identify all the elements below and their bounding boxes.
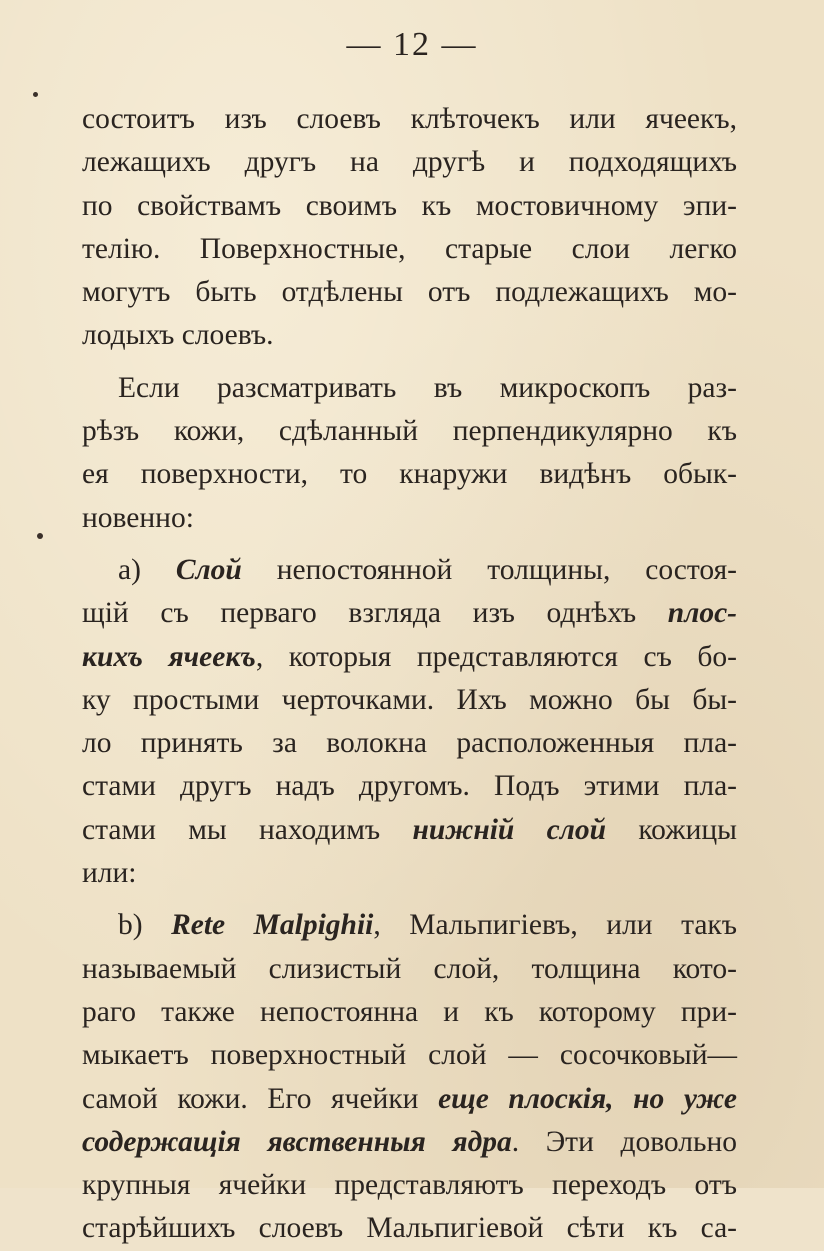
text-line <box>82 367 737 410</box>
ink-speck <box>37 533 43 539</box>
text-run: ея поверхности, то кнаружи видѣнъ обык- <box>82 458 737 491</box>
paragraph <box>82 367 737 540</box>
text-line <box>82 314 737 357</box>
text-run: телію. Поверхностные, старые слои легко <box>82 232 737 265</box>
text-run: по свойствамъ своимъ къ мостовичному эпи- <box>82 189 737 222</box>
text-line <box>82 228 737 271</box>
text-run: , Мальпигіевъ, или такъ <box>373 909 738 942</box>
text-run: щій съ перваго взгляда изъ однѣхъ <box>82 597 668 630</box>
text-line <box>82 809 737 852</box>
text-run: стами мы находимъ <box>82 813 413 846</box>
text-line <box>82 141 737 184</box>
text-line <box>82 453 737 496</box>
text-run: ло принять за волокна расположенныя пла- <box>82 727 737 760</box>
text-run: b) <box>118 909 172 942</box>
paragraph-gap <box>82 895 737 904</box>
text-run: a) <box>118 553 176 586</box>
text-run: кожицы <box>606 813 737 846</box>
text-run: . Эти довольно <box>511 1125 738 1158</box>
text-line <box>82 948 737 991</box>
text-line <box>82 765 737 808</box>
text-run: новенно: <box>82 501 194 534</box>
text-line <box>82 636 737 679</box>
text-line <box>82 497 737 540</box>
italic-run: Слой <box>175 553 242 586</box>
paragraph-gap <box>82 540 737 549</box>
text-run: Если разсматривать въ микроскопъ раз- <box>118 371 737 404</box>
text-run: называемый слизистый слой, толщина кото- <box>82 952 737 985</box>
italic-run: нижній слой <box>412 813 607 846</box>
text-line <box>82 679 737 722</box>
text-run: самой кожи. Его ячейки <box>82 1082 439 1115</box>
text-run: , которыя представляются съ бо- <box>255 640 737 673</box>
text-line <box>82 1121 737 1164</box>
text-line <box>82 549 737 592</box>
paragraph-gap <box>82 358 737 367</box>
text-line <box>82 1034 737 1077</box>
italic-run: Rete Malpighii <box>171 909 374 942</box>
ink-speck <box>33 92 38 97</box>
text-line <box>82 904 737 947</box>
text-run: рѣзъ кожи, сдѣланный перпендикулярно къ <box>82 415 737 448</box>
text-line <box>82 185 737 228</box>
text-line <box>82 1207 737 1250</box>
italic-run: плос- <box>667 597 737 630</box>
italic-run: еще плоскія, но уже <box>438 1082 737 1115</box>
text-run: старѣйшихъ слоевъ Мальпигіевой сѣти къ са- <box>82 1212 737 1245</box>
text-line <box>82 722 737 765</box>
text-run: непостоянной толщины, состоя- <box>241 553 737 586</box>
text-line <box>82 1078 737 1121</box>
text-line <box>82 1164 737 1207</box>
text-run: могутъ быть отдѣлены отъ подлежащихъ мо- <box>82 276 737 309</box>
page-number: — 12 — <box>346 26 478 63</box>
paragraph <box>82 549 737 895</box>
text-run: крупныя ячейки представляютъ переходъ отъ <box>82 1169 737 1202</box>
text-run: раго также непостоянна и къ которому при- <box>82 995 737 1028</box>
text-line <box>82 410 737 453</box>
italic-run: кихъ ячеекъ <box>82 640 256 673</box>
text-run: ку простыми черточками. Ихъ можно бы бы- <box>82 683 737 716</box>
text-run: мыкаетъ поверхностный слой — сосочковый— <box>82 1039 737 1072</box>
text-line <box>82 98 737 141</box>
text-run: или: <box>82 857 137 890</box>
text-line <box>82 852 737 895</box>
body-text <box>82 98 737 1251</box>
text-run: стами другъ надъ другомъ. Подъ этими пла- <box>82 770 737 803</box>
text-run: лежащихъ другъ на другѣ и подходящихъ <box>82 146 737 179</box>
text-run: лодыхъ слоевъ. <box>82 319 274 352</box>
paragraph <box>82 98 737 358</box>
italic-run: содержащія явственныя ядра <box>82 1125 512 1158</box>
text-line <box>82 991 737 1034</box>
text-run: состоитъ изъ слоевъ клѣточекъ или ячеекъ, <box>82 103 737 135</box>
paragraph <box>82 904 737 1250</box>
text-line <box>82 592 737 635</box>
text-line <box>82 271 737 314</box>
